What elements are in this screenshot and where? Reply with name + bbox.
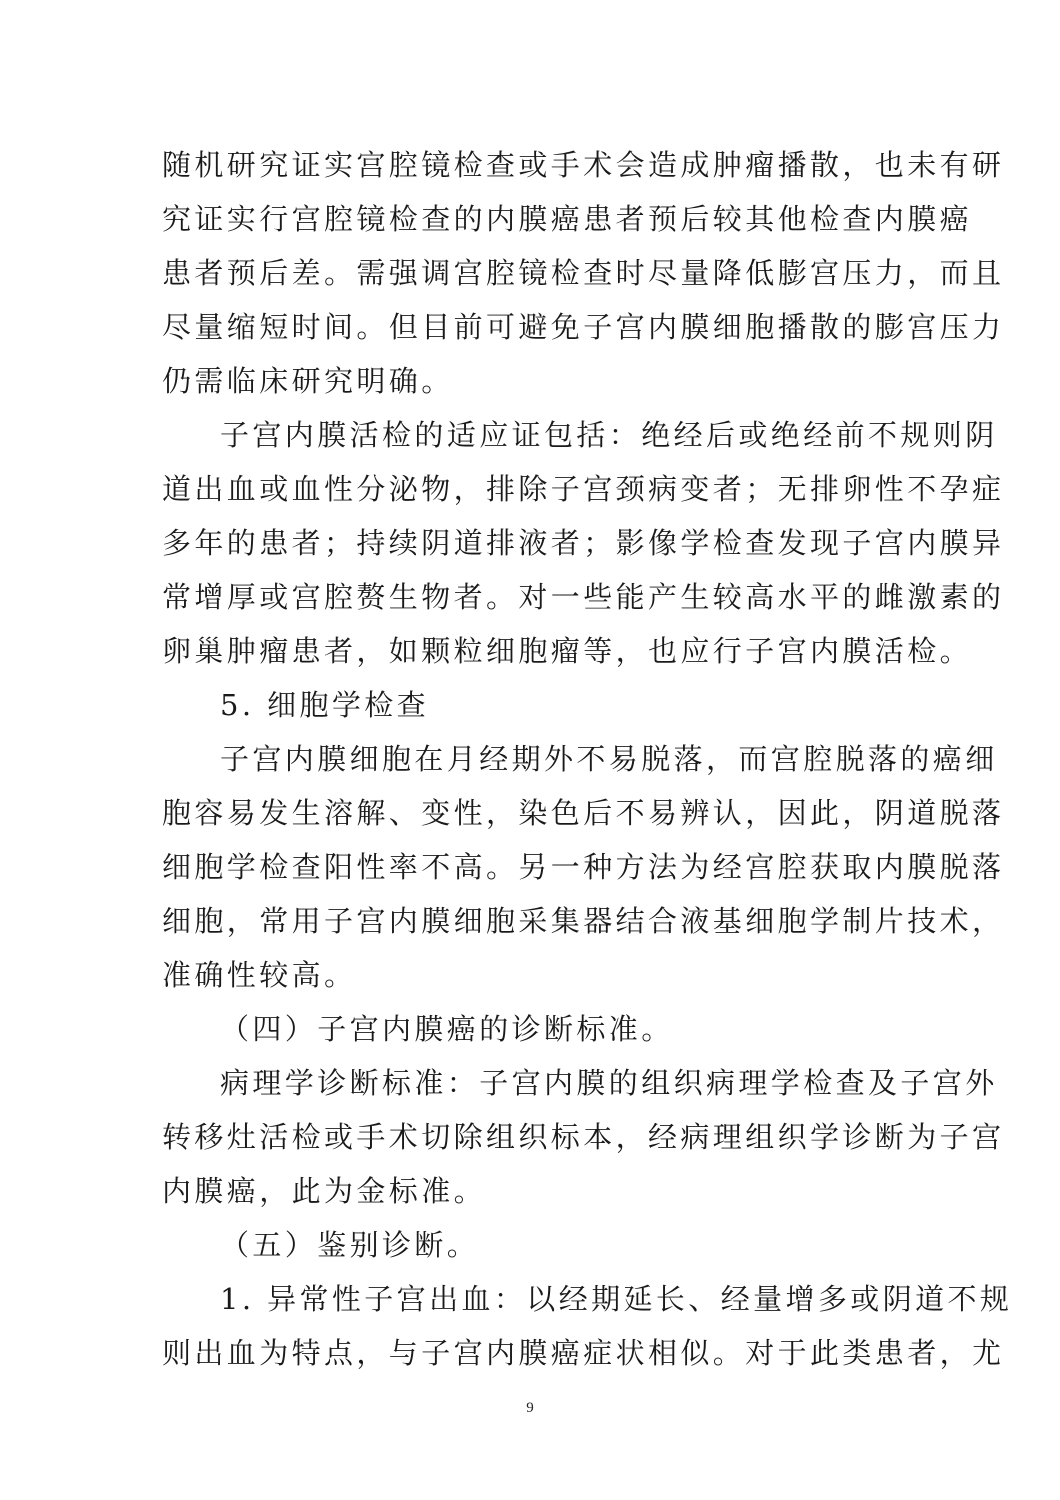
text-line: 细胞学检查阳性率不高。另一种方法为经宫腔获取内膜脱落 [162,850,1005,884]
text-line: 内膜癌，此为金标准。 [162,1174,487,1208]
text-line: 卵巢肿瘤患者，如颗粒细胞瘤等，也应行子宫内膜活检。 [162,634,973,668]
text-line: （四）子宫内膜癌的诊断标准。 [220,1012,674,1046]
text-line: 多年的患者；持续阴道排液者；影像学检查发现子宫内膜异 [162,526,1005,560]
text-line: （五）鉴别诊断。 [220,1228,480,1262]
text-line: 常增厚或宫腔赘生物者。对一些能产生较高水平的雌激素的 [162,580,1005,614]
page-number: 9 [526,1400,534,1416]
text-line: 则出血为特点，与子宫内膜癌症状相似。对于此类患者，尤 [162,1336,1005,1370]
text-line: 转移灶活检或手术切除组织标本，经病理组织学诊断为子宫 [162,1120,1005,1154]
text-line: 细胞，常用子宫内膜细胞采集器结合液基细胞学制片技术， [162,904,1005,938]
text-line: 5. 细胞学检查 [220,688,430,722]
text-line: 子宫内膜细胞在月经期外不易脱落，而宫腔脱落的癌细 [220,742,998,776]
text-line: 患者预后差。需强调宫腔镜检查时尽量降低膨宫压力，而且 [162,256,1005,290]
text-line: 1. 异常性子宫出血：以经期延长、经量增多或阴道不规 [220,1282,1013,1316]
text-line: 仍需临床研究明确。 [162,364,454,398]
text-line: 病理学诊断标准：子宫内膜的组织病理学检查及子宫外 [220,1066,998,1100]
text-line: 胞容易发生溶解、变性，染色后不易辨认，因此，阴道脱落 [162,796,1005,830]
text-line: 尽量缩短时间。但目前可避免子宫内膜细胞播散的膨宫压力 [162,310,1005,344]
text-line: 究证实行宫腔镜检查的内膜癌患者预后较其他检查内膜癌 [162,202,973,236]
text-line: 子宫内膜活检的适应证包括：绝经后或绝经前不规则阴 [220,418,998,452]
text-line: 准确性较高。 [162,958,357,992]
text-line: 道出血或血性分泌物，排除子宫颈病变者；无排卵性不孕症 [162,472,1005,506]
body-text [162,138,1013,1380]
text-line: 随机研究证实宫腔镜检查或手术会造成肿瘤播散，也未有研 [162,148,1005,182]
